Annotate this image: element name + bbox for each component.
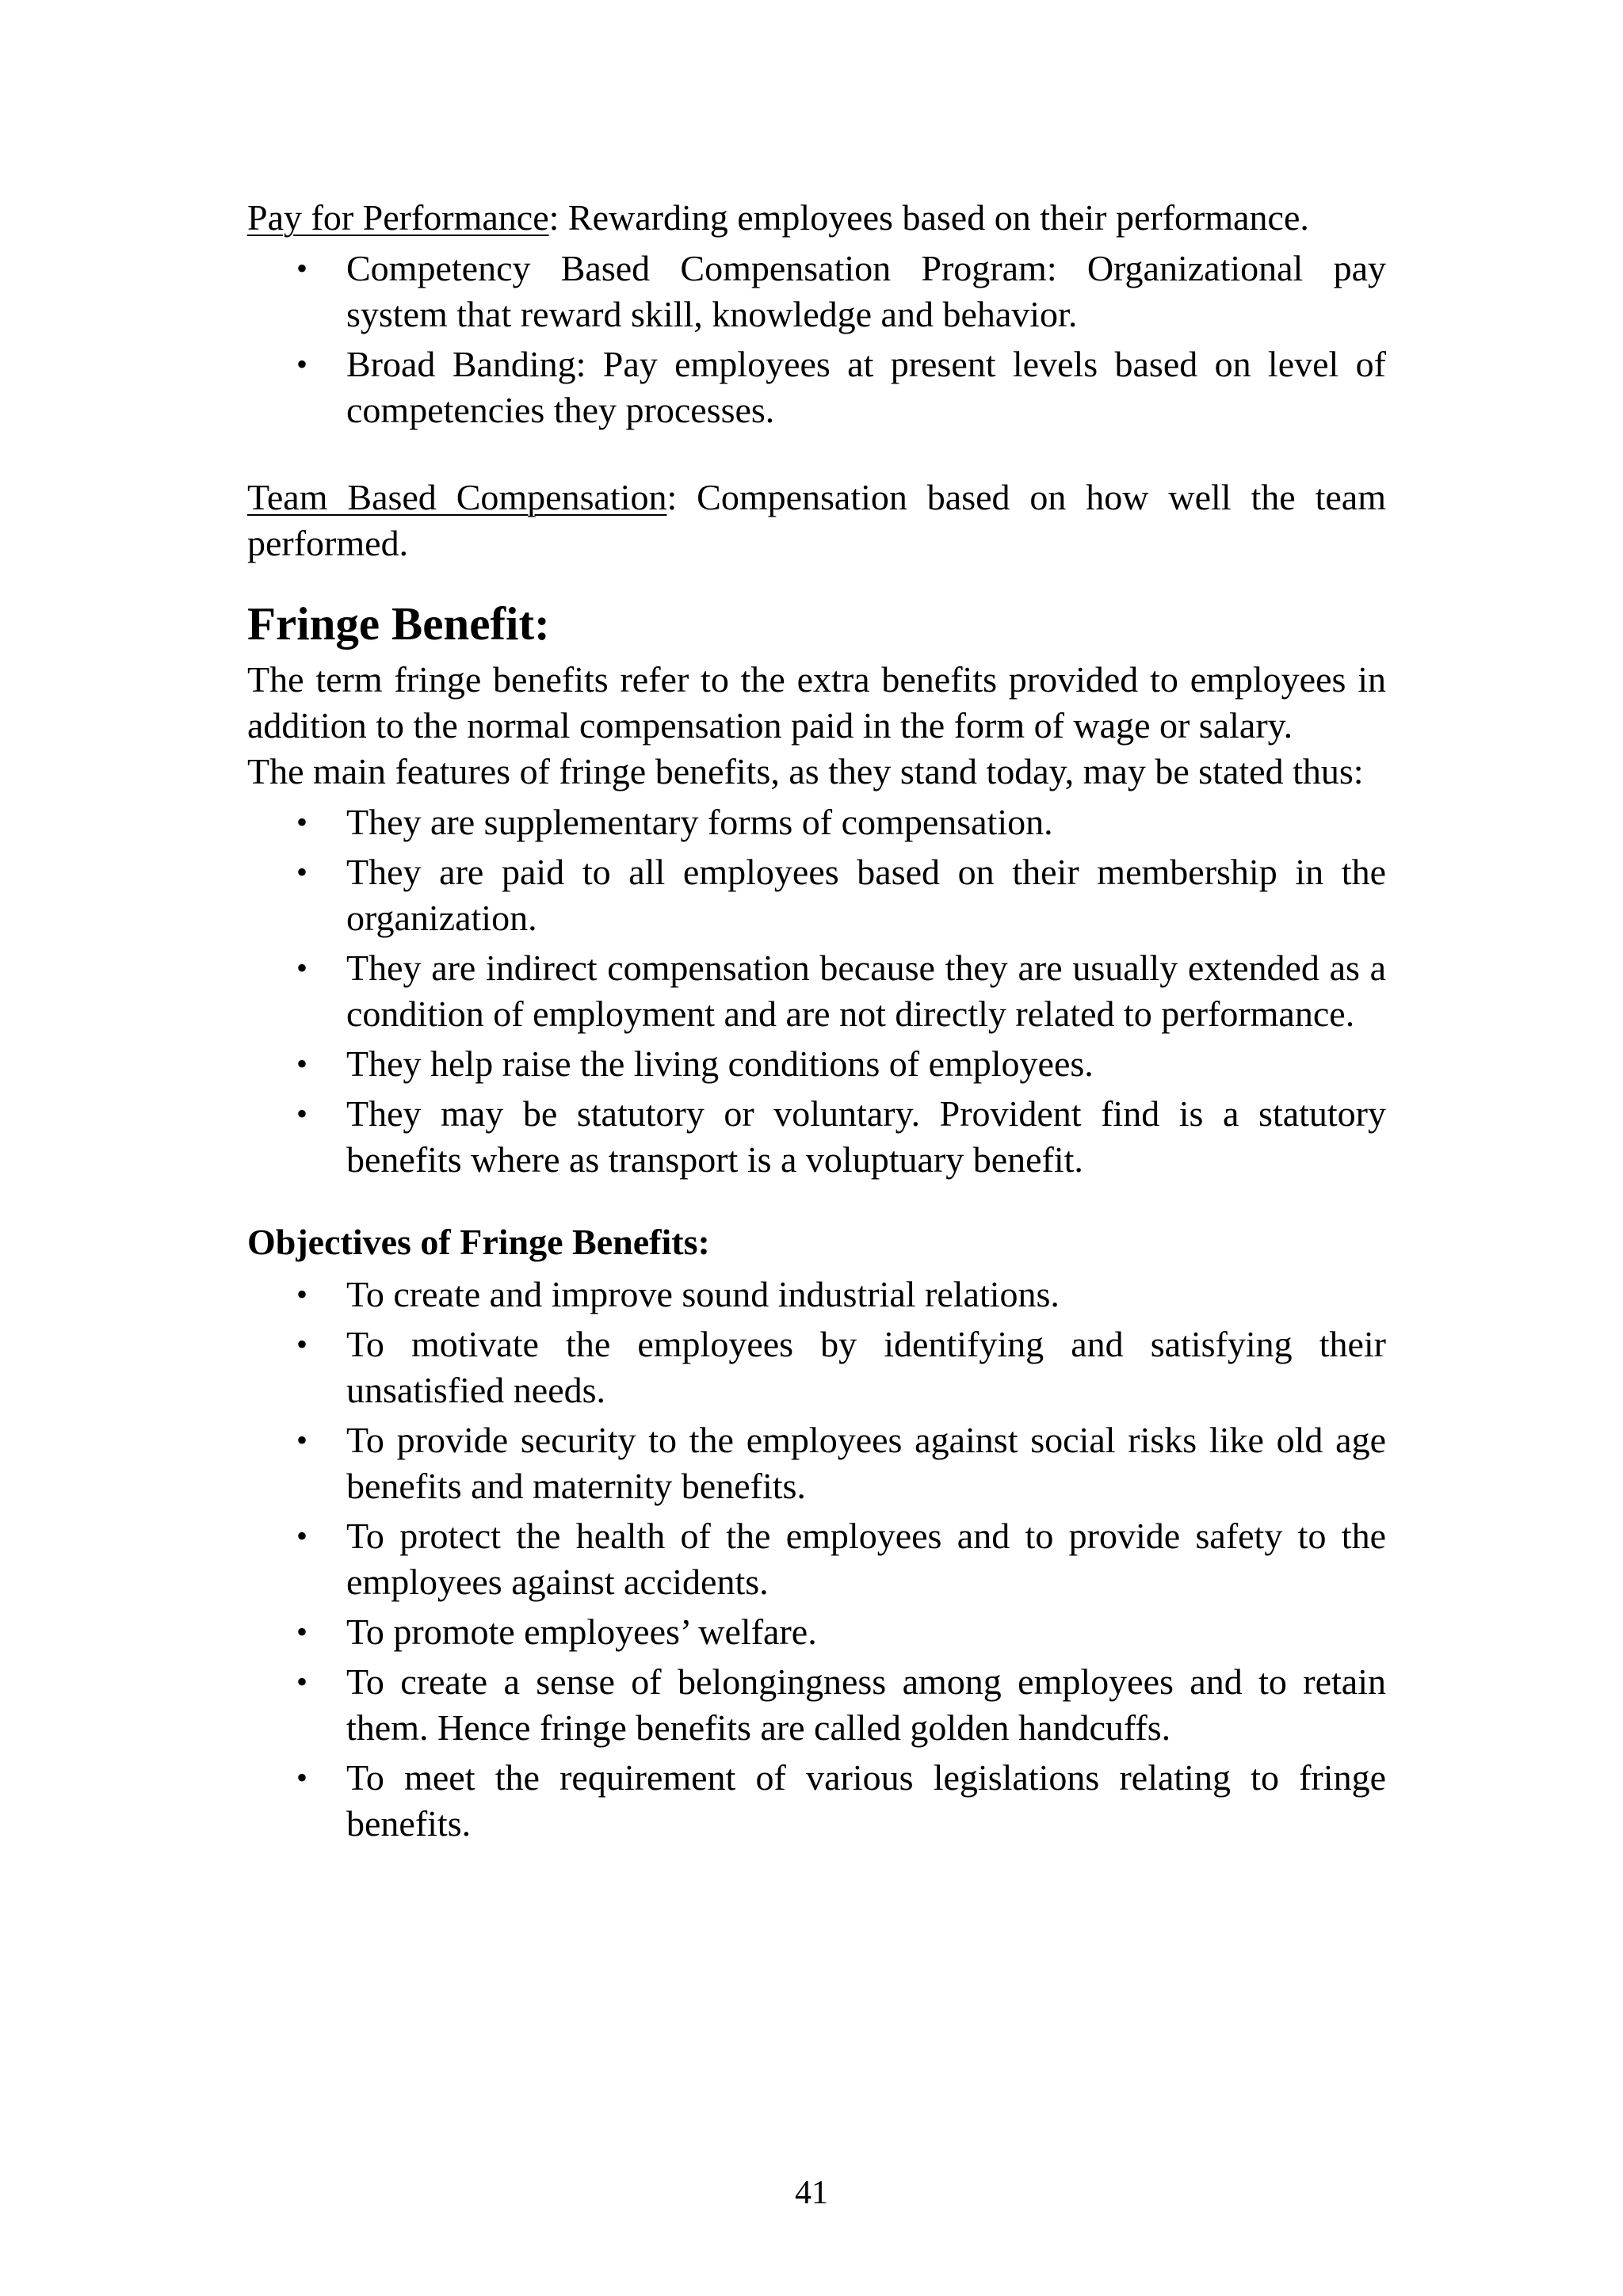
bullet-icon: • [296,1518,308,1554]
list-item-text: They are supplementary forms of compensation. [346,802,1053,842]
list-item [296,799,1386,845]
page-content [247,195,1386,1847]
bullet-icon: • [296,250,308,286]
bullet-icon: • [296,804,308,840]
list-item [296,1091,1386,1183]
list-item [296,341,1386,433]
list-item-text: They are paid to all employees based on their membership in the organization. [346,852,1386,938]
pay-for-performance-definition: : Rewarding employees based on their performance. [548,197,1309,238]
team-based-compensation-definition: : Compensation based on how well the team performed. [247,477,1386,563]
bullet-icon: • [296,346,308,382]
list-item-text: They help raise the living conditions of employees. [346,1043,1094,1084]
list-item [296,246,1386,338]
team-based-compensation-paragraph [247,475,1386,566]
team-based-compensation-term: Team Based Compensation [247,477,667,517]
list-item-text: They are indirect compensation because they are usually extended as a condition of employment and are not directly related to performance. [346,948,1386,1034]
page-number: 41 [795,2175,828,2211]
list-item [296,1659,1386,1751]
list-item [296,849,1386,941]
pay-for-performance-list [247,246,1386,433]
bullet-icon: • [296,1326,308,1362]
list-item-text: To create a sense of belongingness among employees and to retain them. Hence fringe benefits are called golden handcuffs. [346,1661,1386,1748]
pay-for-performance-term: Pay for Performance [247,197,549,238]
list-item-text: To motivate the employees by identifying and satisfying their unsatisfied needs. [346,1324,1386,1410]
bullet-icon: • [296,1422,308,1458]
list-item [296,1609,1386,1655]
objectives-heading: Objectives of Fringe Benefits: [247,1222,710,1262]
list-item-text: To create and improve sound industrial relations. [346,1274,1060,1314]
bullet-icon: • [296,854,308,890]
fringe-benefit-intro: The term fringe benefits refer to the extra benefits provided to employees in addition to the normal compensation paid in the form of wage or salary. [247,659,1386,746]
bullet-icon: • [296,1276,308,1312]
bullet-icon: • [296,1046,308,1081]
objectives-list [247,1272,1386,1847]
list-item-text: Broad Banding: Pay employees at present levels based on level of competencies they processes. [346,344,1386,430]
list-item [296,1272,1386,1318]
bullet-icon: • [296,1096,308,1131]
bullet-icon: • [296,950,308,986]
list-item [296,945,1386,1037]
list-item [296,1041,1386,1087]
list-item [296,1322,1386,1413]
fringe-benefit-heading: Fringe Benefit: [247,597,550,650]
fringe-benefit-features-intro: The main features of fringe benefits, as they stand today, may be stated thus: [247,751,1364,791]
fringe-benefit-features-list [247,799,1386,1183]
bullet-icon: • [296,1614,308,1650]
list-item [296,1417,1386,1509]
list-item [296,1755,1386,1847]
list-item-text: To protect the health of the employees and to provide safety to the employees against accidents. [346,1516,1386,1602]
list-item-text: They may be statutory or voluntary. Provident find is a statutory benefits where as transport is a voluptuary benefit. [346,1093,1386,1180]
pay-for-performance-paragraph [247,195,1386,241]
list-item-text: Competency Based Compensation Program: Organizational pay system that reward skill, knowledge and behavior. [346,248,1386,334]
list-item-text: To promote employees’ welfare. [346,1611,817,1652]
bullet-icon: • [296,1760,308,1795]
list-item-text: To meet the requirement of various legislations relating to fringe benefits. [346,1757,1386,1844]
list-item [296,1513,1386,1605]
bullet-icon: • [296,1664,308,1699]
list-item-text: To provide security to the employees against social risks like old age benefits and maternity benefits. [346,1420,1386,1506]
